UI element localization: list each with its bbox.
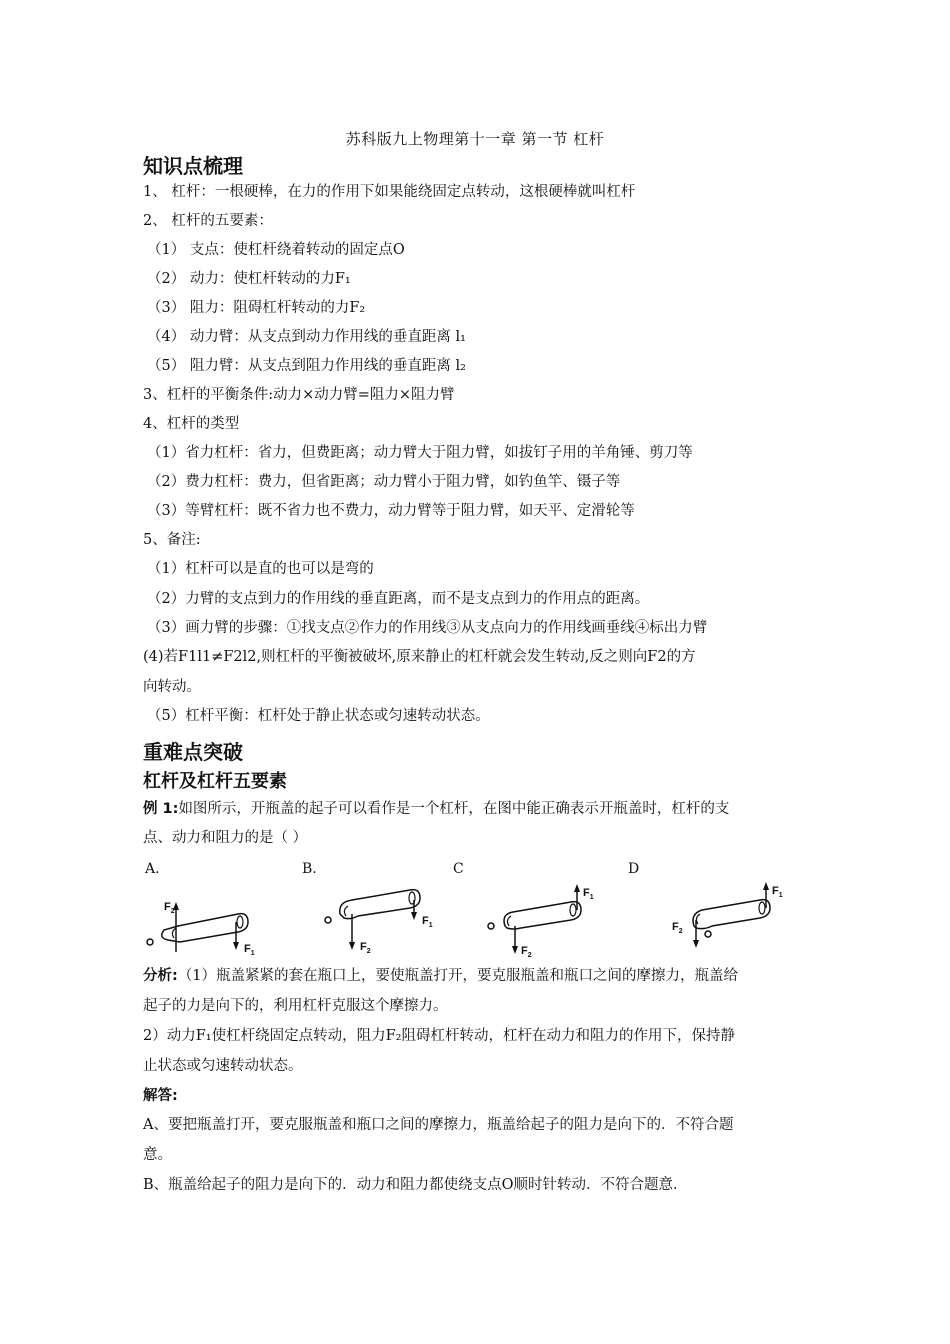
svg-text:F2: $F_2$ — [521, 945, 532, 959]
analysis-line: 止状态或匀速转动状态。 — [143, 1058, 303, 1074]
text-line: （5）杠杆平衡：杠杆处于静止状态或匀速转动状态。 — [147, 708, 490, 724]
text-line: (4)若F1l1≠F2l2,则杠杆的平衡被破坏,原来静止的杠杆就会发生转动,反之则向F2的方 — [143, 649, 696, 665]
subsection-heading: 杠杆及杠杆五要素 — [143, 771, 287, 792]
text-line: 1、 杠杆：一根硬棒，在力的作用下如果能绕固定点转动，这根硬棒就叫杠杆 — [143, 184, 636, 200]
answer-label: 解答: — [143, 1088, 178, 1104]
text-line: （1）杠杆可以是直的也可以是弯的 — [147, 561, 374, 577]
example-text: 如图所示，开瓶盖的起子可以看作是一个杠杆，在图中能正确表示开瓶盖时，杠杆的支 — [178, 801, 730, 817]
text-line: 3、杠杆的平衡条件:动力×动力臂=阻力×阻力臂 — [143, 387, 455, 403]
text-line: （2）费力杠杆：费力，但省距离；动力臂小于阻力臂，如钓鱼竿、镊子等 — [147, 474, 621, 490]
analysis-line — [143, 966, 813, 986]
text-line: （3） 阻力：阻碍杠杆转动的力F₂ — [147, 300, 366, 316]
analysis-line: 起子的力是向下的，利用杠杆克服这个摩擦力。 — [143, 998, 448, 1014]
lever-figure-a — [140, 880, 270, 960]
example-label: 例 1: — [143, 801, 179, 817]
svg-text:F1: $F_1$ — [422, 915, 433, 929]
analysis-label: 分析: — [143, 968, 178, 984]
text-line: 5、备注: — [143, 532, 201, 548]
section-heading-knowledge: 知识点梳理 — [143, 154, 243, 178]
option-label-b: B. — [302, 861, 317, 877]
analysis-line: 2）动力F₁使杠杆绕固定点转动，阻力F₂阻碍杠杆转动，杠杆在动力和阻力的作用下，保持静 — [143, 1028, 735, 1044]
section-heading-difficulties: 重难点突破 — [143, 740, 243, 764]
answer-line: 意。 — [143, 1147, 172, 1163]
svg-text:F1: $F_1$ — [583, 887, 594, 901]
option-label-c: C — [453, 861, 464, 877]
text-line: （1） 支点：使杠杆绕着转动的固定点O — [147, 242, 405, 258]
svg-text:F1: $F_1$ — [772, 885, 783, 899]
svg-text:F1: $F_1$ — [244, 943, 255, 957]
svg-text:F2: $F_2$ — [672, 921, 683, 935]
text-line: （2）力臂的支点到力的作用线的垂直距离，而不是支点到力的作用点的距离。 — [147, 591, 650, 607]
option-label-d: D — [628, 861, 640, 877]
text-line: 2、 杠杆的五要素： — [143, 213, 273, 229]
answer-line: A、要把瓶盖打开，要克服瓶盖和瓶口之间的摩擦力，瓶盖给起子的阻力是向下的．不符合题 — [143, 1117, 734, 1133]
example-line — [143, 799, 813, 819]
svg-text:F2: $F_2$ — [360, 941, 371, 955]
text-line: 向转动。 — [143, 679, 201, 695]
svg-text:F2: $F_2$ — [164, 901, 175, 915]
analysis-text: （1）瓶盖紧紧的套在瓶口上，要使瓶盖打开，要克服瓶盖和瓶口之间的摩擦力，瓶盖给 — [177, 968, 739, 984]
lever-figure-b — [318, 880, 448, 960]
answer-line: B、瓶盖给起子的阻力是向下的．动力和阻力都使绕支点O顺时针转动．不符合题意． — [143, 1177, 688, 1193]
text-line: 4、杠杆的类型 — [143, 416, 240, 432]
option-label-a: A. — [145, 861, 160, 877]
lever-figure-c — [483, 880, 603, 960]
text-line: （2） 动力：使杠杆转动的力F₁ — [147, 271, 351, 287]
text-line: （1）省力杠杆：省力，但费距离；动力臂大于阻力臂，如拔钉子用的羊角锤、剪刀等 — [147, 445, 693, 461]
document-title: 苏科版九上物理第十一章 第一节 杠杆 — [345, 130, 605, 148]
lever-figure-d — [668, 880, 798, 960]
text-line: （5） 阻力臂：从支点到阻力作用线的垂直距离 l₂ — [147, 358, 466, 374]
text-line: （3）画力臂的步骤：①找支点②作力的作用线③从支点向力的作用线画垂线④标出力臂 — [147, 620, 708, 636]
text-line: （3）等臂杠杆：既不省力也不费力，动力臂等于阻力臂，如天平、定滑轮等 — [147, 503, 635, 519]
text-line: （4） 动力臂：从支点到动力作用线的垂直距离 l₁ — [147, 329, 466, 345]
example-line: 点、动力和阻力的是（ ） — [143, 830, 308, 846]
